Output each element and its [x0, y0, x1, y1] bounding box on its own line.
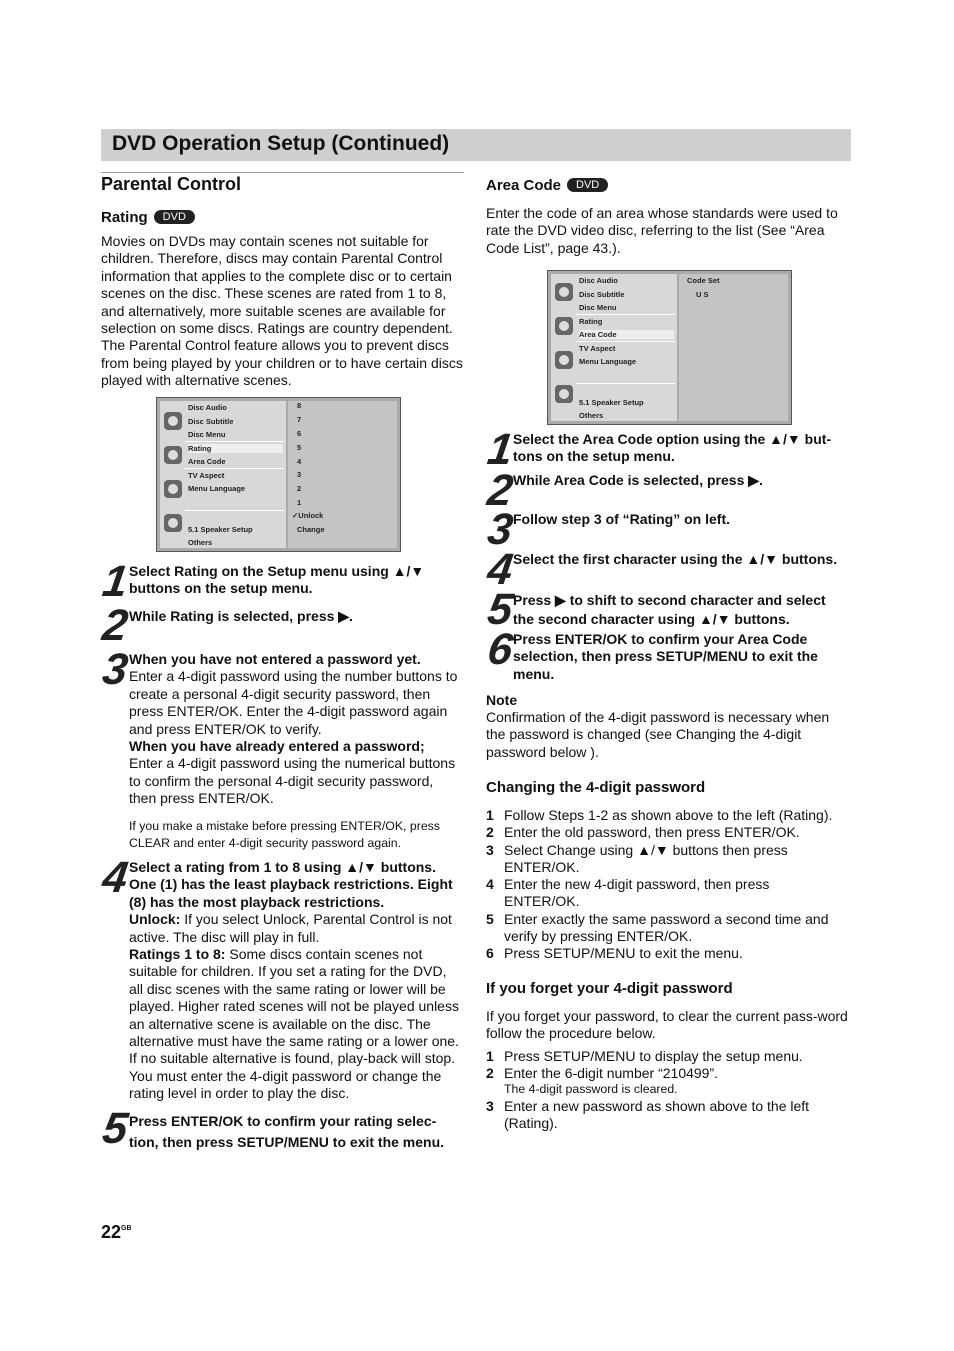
menu-item: Area Code: [188, 457, 226, 466]
step-3-heading-2: When you have already entered a password;: [129, 738, 425, 755]
list-text: Enter a new password as shown above to the left (Rating).: [504, 1098, 810, 1132]
speaker-icon: [164, 514, 182, 532]
menu-item: Menu Language: [188, 484, 246, 493]
step-text: While Rating is selected, press ▶.: [129, 608, 353, 624]
rating-option: 1: [297, 498, 302, 507]
audio-icon: [555, 283, 573, 301]
area-code-menu-screenshot: [547, 270, 792, 425]
list-number: 3: [486, 1098, 494, 1114]
menu-item: TV Aspect: [579, 344, 616, 353]
menu-separator: [185, 441, 284, 442]
rating-menu-screenshot: [156, 397, 401, 552]
audio-icon: [164, 412, 182, 430]
page-title: DVD Operation Setup (Continued): [112, 132, 450, 155]
menu-item: Others: [579, 411, 604, 420]
menu-item: Disc Menu: [579, 303, 617, 312]
step-number: 5: [484, 585, 516, 634]
rating-option: 8: [297, 401, 302, 410]
step-3-text-1: Enter a 4-digit password using the number buttons to create a personal 4-digit security password, then press ENTER/OK. Enter the 4-digit password again and press ENTER/OK to verify.: [129, 668, 458, 737]
list-number: 1: [486, 807, 494, 823]
ratings-label: Ratings 1 to 8:: [129, 946, 226, 963]
tv-icon: [555, 351, 573, 369]
dvd-badge: DVD: [567, 178, 608, 192]
title-bar: [101, 129, 851, 161]
list-text: Enter the new 4-digit password, then press ENTER/OK.: [504, 876, 770, 910]
rating-option: 7: [297, 415, 302, 424]
rating-option: 2: [297, 484, 302, 493]
step-number: 5: [99, 1104, 131, 1153]
section-title: Parental Control: [101, 174, 242, 194]
step-text: Press ENTER/OK to confirm your Area Code selection, then press SETUP/MENU to exit the menu.: [513, 631, 818, 682]
step-text: Follow step 3 of “Rating” on left.: [513, 511, 730, 527]
rating-option: 6: [297, 429, 302, 438]
step-3-note: If you make a mistake before pressing ENTER/OK, press CLEAR and enter 4-digit security password again.: [129, 818, 440, 850]
step-4-heading: Select a rating from 1 to 8 using ▲/▼ buttons. One (1) has the least playback restrictions. Eight (8) has the most playback restrictions.: [129, 859, 453, 910]
step-4-ratings: [129, 946, 461, 1103]
note-text: Confirmation of the 4-digit password is necessary when the password is changed (see Changing the 4-digit password below ).: [486, 709, 830, 760]
menu-item: TV Aspect: [188, 471, 225, 480]
step-number: 2: [99, 601, 131, 650]
step-number: 4: [99, 853, 131, 902]
menu-item: Disc Menu: [188, 430, 226, 439]
menu-item: Disc Audio: [188, 403, 227, 412]
step-3-text-2: Enter a 4-digit password using the numerical buttons to confirm the personal 4-digit security password, then press ENTER/OK.: [129, 755, 456, 807]
lock-icon: [555, 317, 573, 335]
list-text: Follow Steps 1-2 as shown above to the left (Rating).: [504, 807, 833, 823]
step-text: Press ▶ to shift to second character and select the second character using ▲/▼ buttons.: [513, 592, 826, 627]
step-3-heading-1: When you have not entered a password yet.: [129, 651, 421, 667]
menu-item: Disc Audio: [579, 276, 618, 285]
rating-option: 3: [297, 470, 302, 479]
speaker-icon: [555, 385, 573, 403]
menu-item: 5.1 Speaker Setup: [579, 398, 644, 407]
unlock-text: If you select Unlock, Parental Control is not active. The disc will play in full.: [129, 911, 452, 945]
list-number: 3: [486, 842, 494, 858]
area-code-heading: [486, 177, 608, 194]
area-code-intro: Enter the code of an area whose standards were used to rate the DVD video disc, referring to the list (See “Area Code List”, page 43.).: [486, 205, 838, 256]
rating-option: 5: [297, 443, 302, 452]
section-divider: [101, 172, 464, 173]
menu-item-selected: Area Code: [579, 330, 674, 339]
menu-item: Others: [188, 538, 213, 547]
menu-item: Menu Language: [579, 357, 637, 366]
page-number-value: 22: [101, 1222, 122, 1242]
list-number: 2: [486, 824, 494, 840]
step-number: 1: [484, 425, 516, 474]
dvd-badge: DVD: [154, 210, 195, 224]
forget-password-heading: If you forget your 4-digit password: [486, 980, 733, 997]
rating-option-change: Change: [297, 525, 325, 534]
step-4-unlock: [129, 911, 461, 946]
list-text: Enter the old password, then press ENTER/OK.: [504, 824, 800, 840]
list-number: 1: [486, 1048, 494, 1064]
step-text: Select the first character using the ▲/▼ buttons.: [513, 551, 838, 567]
step-3-content: [129, 651, 461, 852]
list-text: Enter exactly the same password a second time and verify by pressing ENTER/OK.: [504, 911, 829, 945]
menu-item: Rating: [579, 317, 603, 326]
step-4-content: [129, 859, 461, 1103]
rating-intro: Movies on DVDs may contain scenes not suitable for children. Therefore, discs may contain Parental Control information that applies to the complete disc or to certain scenes on the disc. These scenes are rated from 1 to 8, and alternatively, more suitable scenes are available for selection on some discs. Ratings are country dependent. The Parental Control feature allows you to prevent discs from being played by your children or to have certain discs played with alternative scenes.: [101, 233, 463, 389]
step-number: 2: [484, 466, 516, 515]
step-number: 3: [99, 645, 131, 694]
page-number: [101, 1222, 132, 1243]
page-number-suffix: GB: [121, 1225, 132, 1232]
tv-icon: [164, 480, 182, 498]
list-number: 4: [486, 876, 494, 892]
rating-option-unlock: ✓Unlock: [292, 511, 324, 520]
menu-separator: [576, 314, 675, 315]
list-number: 2: [486, 1065, 494, 1081]
forget-intro: If you forget your password, to clear the current pass-word follow the procedure below.: [486, 1008, 848, 1042]
code-set-value: U S: [696, 290, 709, 299]
step-text: Press ENTER/OK to confirm your rating selec-tion, then press SETUP/MENU to exit the menu.: [129, 1113, 445, 1150]
list-text: Select Change using ▲/▼ buttons then press ENTER/OK.: [504, 842, 788, 876]
rating-heading-text: Rating: [101, 209, 148, 226]
menu-separator: [185, 510, 284, 511]
list-text: Press SETUP/MENU to display the setup menu.: [504, 1048, 803, 1064]
ratings-text: Some discs contain scenes not suitable for children. If you set a rating for the DVD, all disc scenes with the same rating or lower will be played. Higher rated scenes will not be played unless an alternative scene is available on the disc. The alternative must have the same rating or a lower one. If no suitable alternative is found, play-back will stop. You must enter the 4-digit password or change the rating level in order to play the disc.: [129, 946, 459, 1102]
menu-item-selected: Rating: [188, 444, 283, 453]
rating-option: 4: [297, 457, 302, 466]
rating-heading: [101, 209, 195, 226]
menu-item: Disc Subtitle: [188, 417, 234, 426]
list-text: Press SETUP/MENU to exit the menu.: [504, 945, 743, 961]
forget-note: The 4-digit password is cleared.: [504, 1082, 678, 1096]
step-text: Select Rating on the Setup menu using ▲/▼ buttons on the setup menu.: [129, 563, 425, 597]
step-number: 3: [484, 505, 516, 554]
code-set-label: Code Set: [687, 276, 720, 285]
list-number: 6: [486, 945, 494, 961]
list-text: Enter the 6-digit number “210499”.: [504, 1065, 719, 1081]
step-text: While Area Code is selected, press ▶.: [513, 472, 763, 488]
area-code-heading-text: Area Code: [486, 177, 562, 194]
lock-icon: [164, 446, 182, 464]
list-number: 5: [486, 911, 494, 927]
step-number: 6: [484, 625, 516, 674]
unlock-label: Unlock:: [129, 911, 181, 928]
step-number: 1: [99, 557, 131, 606]
menu-item: 5.1 Speaker Setup: [188, 525, 253, 534]
change-password-heading: Changing the 4-digit password: [486, 779, 706, 796]
menu-separator: [576, 341, 675, 342]
step-number: 4: [484, 545, 516, 594]
menu-separator: [185, 468, 284, 469]
note-heading: Note: [486, 692, 518, 708]
step-text: Select the Area Code option using the ▲/▼ but-tons on the setup menu.: [513, 431, 832, 465]
menu-separator: [576, 383, 675, 384]
menu-item: Disc Subtitle: [579, 290, 625, 299]
